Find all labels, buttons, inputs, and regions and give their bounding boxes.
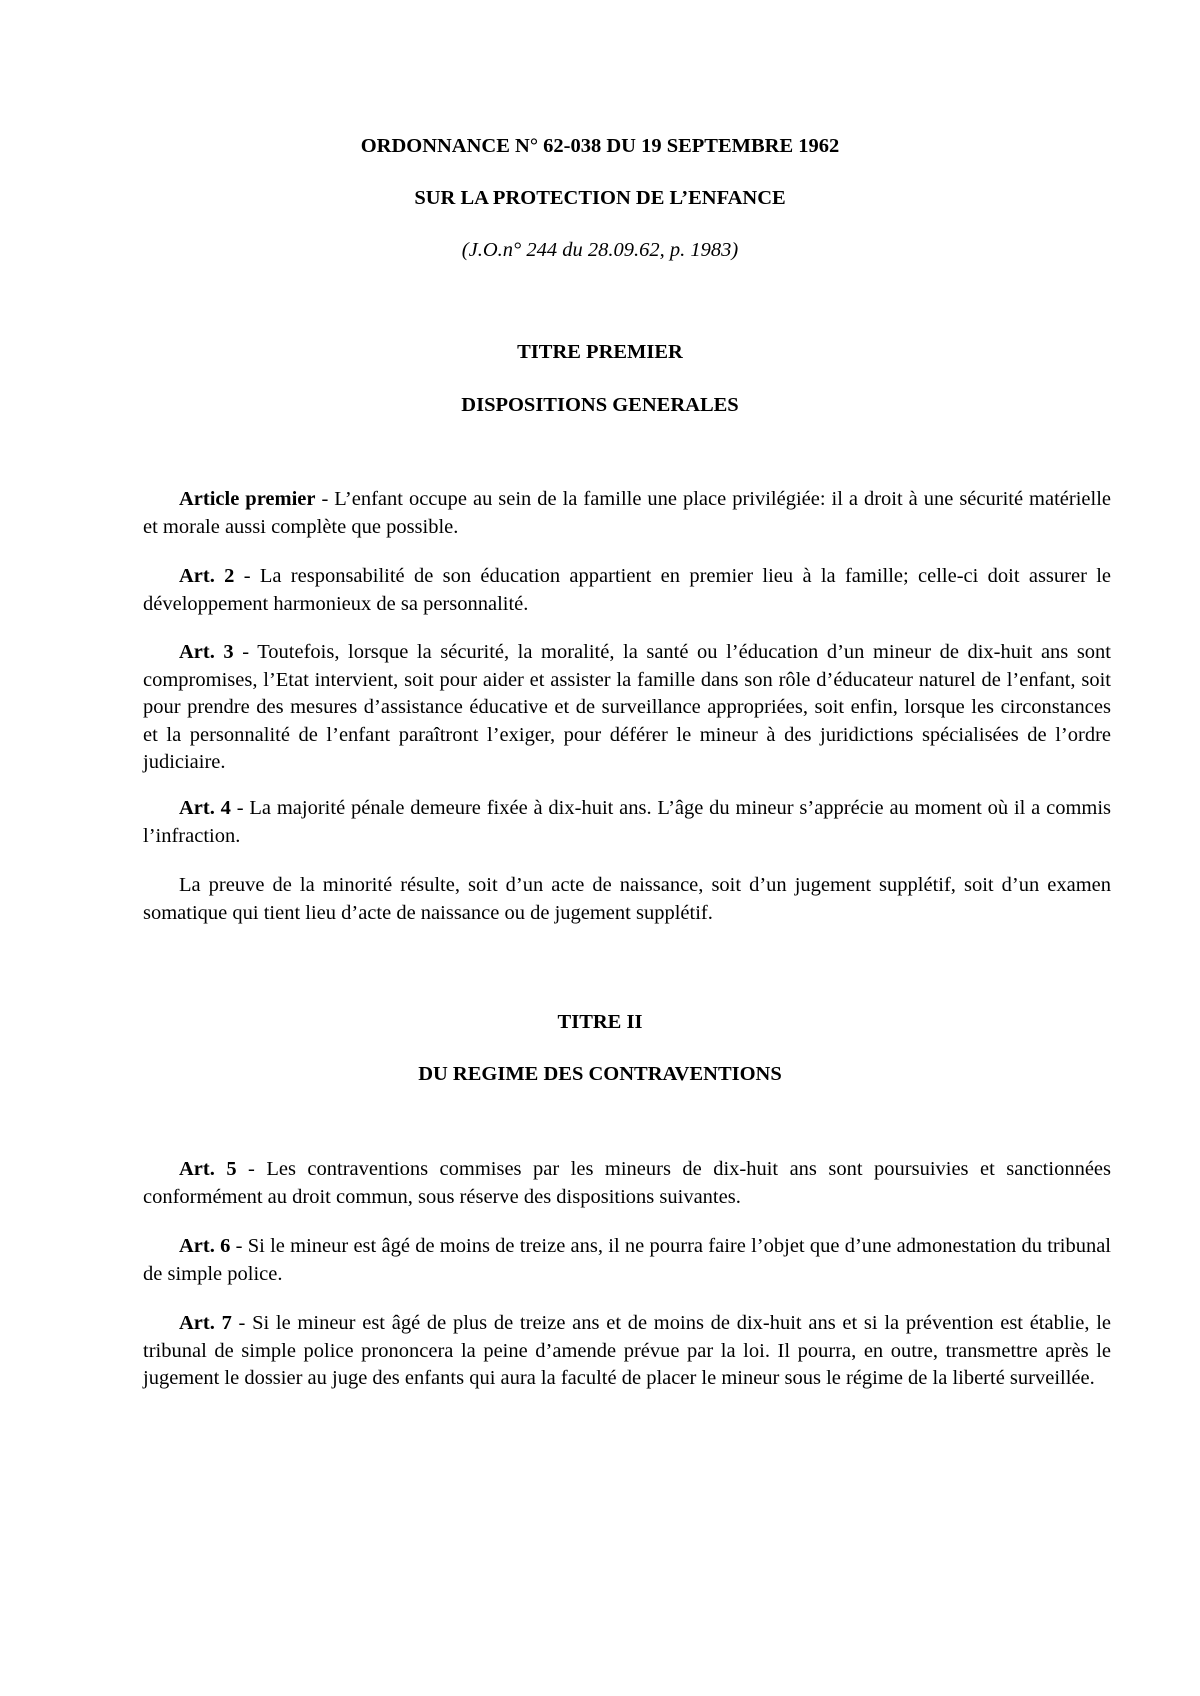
journal-officiel-reference: (J.O.n° 244 du 28.09.62, p. 1983) bbox=[461, 239, 739, 261]
article-7 bbox=[143, 1310, 1111, 1393]
article-4 bbox=[143, 795, 1111, 850]
article-label: Art. 4 bbox=[179, 797, 231, 819]
article-text: - L’enfant occupe au sein de la famille une place privilégiée: il a droit à une sécurité matérielle et morale aussi complète que possible. bbox=[143, 488, 1111, 538]
ordonnance-subtitle: SUR LA PROTECTION DE L’ENFANCE bbox=[414, 187, 786, 209]
article-5 bbox=[143, 1156, 1111, 1211]
article-label: Art. 2 bbox=[179, 565, 235, 587]
regime-contraventions-heading: DU REGIME DES CONTRAVENTIONS bbox=[418, 1063, 782, 1085]
article-4-continuation: La preuve de la minorité résulte, soit d’un acte de naissance, soit d’un jugement supplétif, soit d’un examen somatique qui tient lieu d’acte de naissance ou de jugement supplétif. bbox=[143, 874, 1111, 924]
titre-ii-heading: TITRE II bbox=[557, 1011, 643, 1033]
article-label: Article premier bbox=[179, 488, 316, 510]
article-text: - Si le mineur est âgé de moins de treize ans, il ne pourra faire l’objet que d’une admonestation du tribunal de simple police. bbox=[143, 1235, 1112, 1285]
article-label: Art. 5 bbox=[179, 1158, 237, 1180]
article-3 bbox=[143, 639, 1111, 777]
ordonnance-title: ORDONNANCE N° 62-038 DU 19 SEPTEMBRE 1962 bbox=[360, 135, 840, 157]
article-label: Art. 3 bbox=[179, 641, 234, 663]
article-text: - Les contraventions commises par les mineurs de dix-huit ans sont poursuivies et sanctionnées conformément au droit commun, sous réserve des dispositions suivantes. bbox=[143, 1158, 1111, 1208]
article-6 bbox=[143, 1233, 1111, 1288]
article-text: - Si le mineur est âgé de plus de treize ans et de moins de dix-huit ans et si la prévention est établie, le tribunal de simple police prononcera la peine d’amende prévue par la loi. Il pourra, en outre, transmettre après le jugement le dossier au juge des enfants qui aura la faculté de placer le mineur sous le régime de la liberté surveillée. bbox=[143, 1312, 1111, 1389]
article-text: - La majorité pénale demeure fixée à dix-huit ans. L’âge du mineur s’apprécie au moment où il a commis l’infraction. bbox=[143, 797, 1112, 847]
article-label: Art. 6 bbox=[179, 1235, 231, 1257]
article-text: - Toutefois, lorsque la sécurité, la moralité, la santé ou l’éducation d’un mineur de dix-huit ans sont compromises, l’Etat intervient, soit pour aider et assister la famille dans son rôle d’éducateur naturel de l’enfant, soit pour prendre des mesures d’assistance éducative et de surveillance appropriées, soit enfin, lorsque les circonstances et la personnalité de l’enfant paraîtront l’exiger, pour déférer le mineur à des juridictions spécialisées de l’ordre judiciaire. bbox=[143, 641, 1111, 773]
article-text: - La responsabilité de son éducation appartient en premier lieu à la famille; celle-ci doit assurer le développement harmonieux de sa personnalité. bbox=[143, 565, 1112, 615]
article-label: Art. 7 bbox=[179, 1312, 232, 1334]
article-premier bbox=[143, 486, 1111, 541]
dispositions-generales-heading: DISPOSITIONS GENERALES bbox=[461, 394, 739, 416]
titre-premier-heading: TITRE PREMIER bbox=[517, 341, 683, 363]
article-2 bbox=[143, 563, 1111, 618]
